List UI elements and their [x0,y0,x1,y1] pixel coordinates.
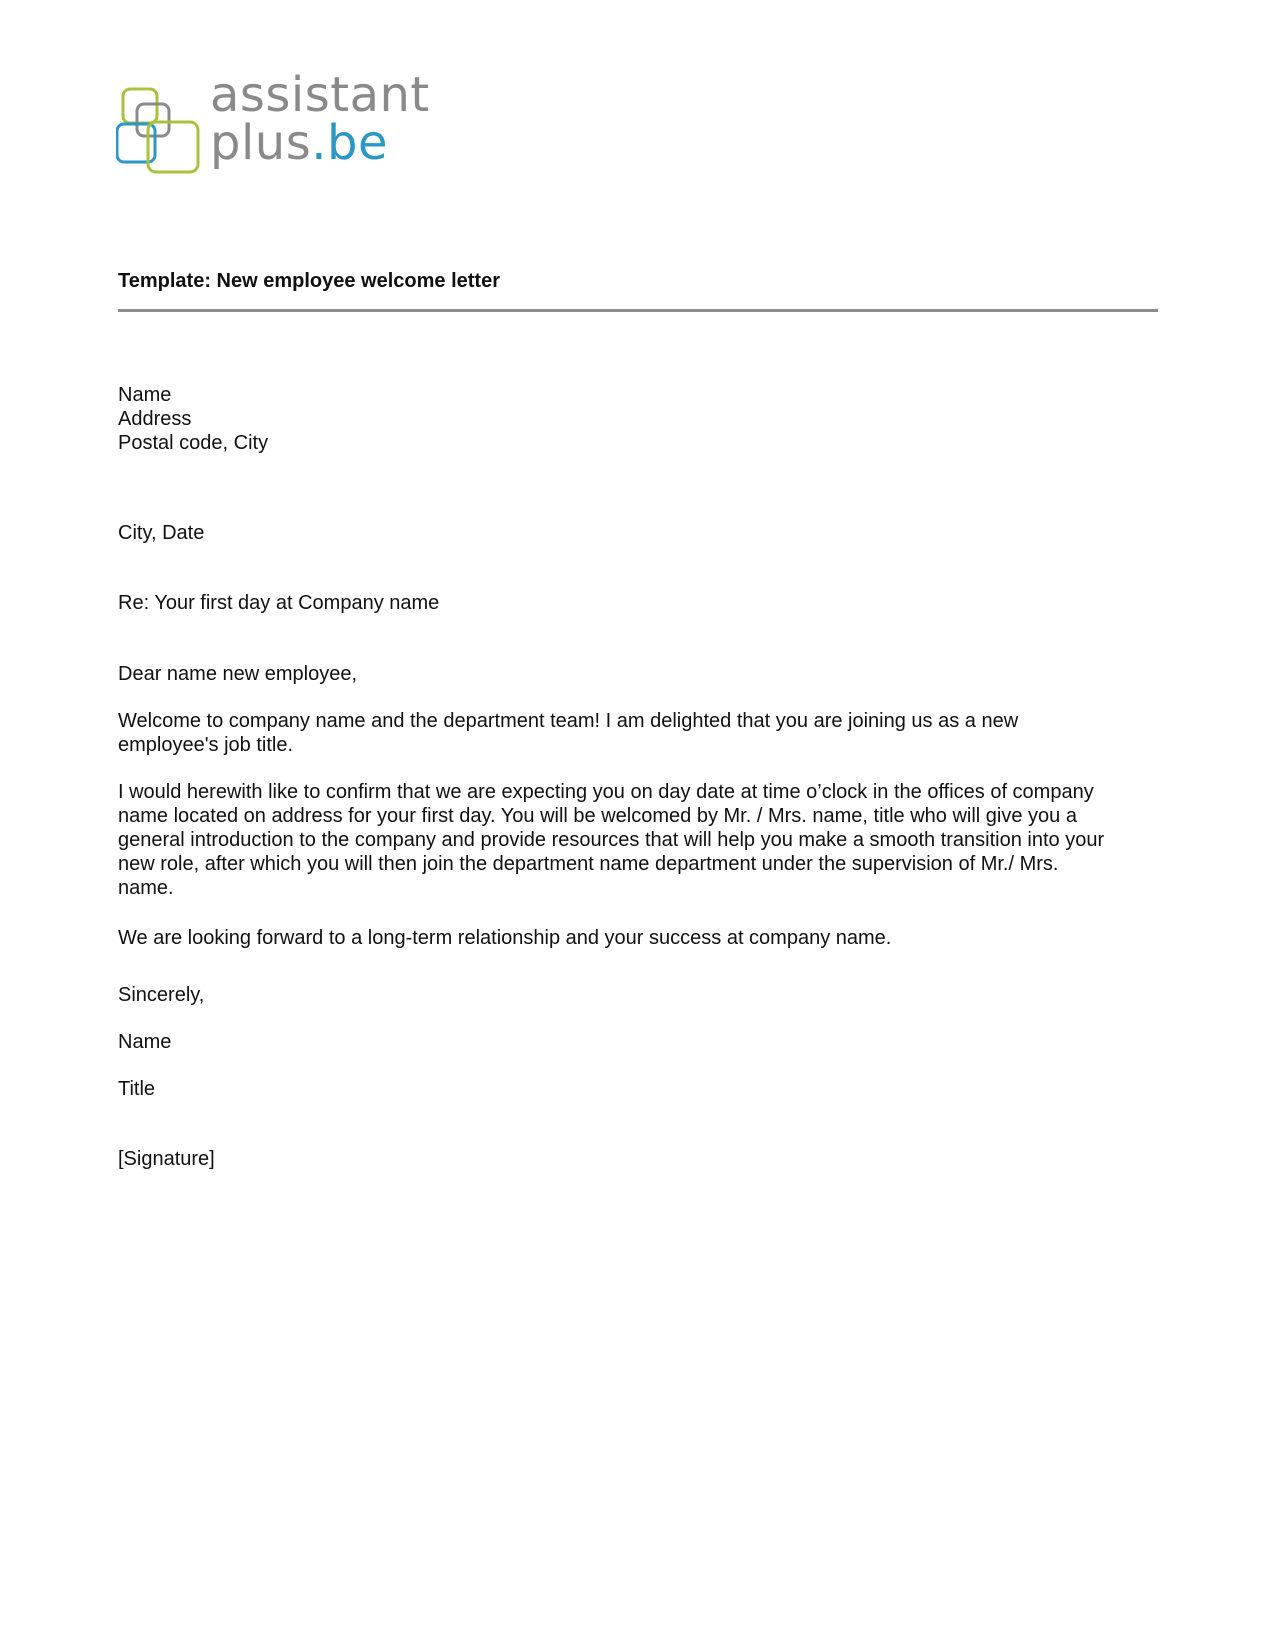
paragraph-line: new role, after which you will then join the department name department under the supervision of Mr./ Mrs. [118,853,1059,875]
paragraph-closing: We are looking forward to a long-term relationship and your success at company name. [118,927,892,949]
paragraph-line: name located on address for your first day. You will be welcomed by Mr. / Mrs. name, title who will give you a [118,805,1077,827]
place-date: City, Date [118,522,205,544]
recipient-postal-city: Postal code, City [118,432,269,454]
signature-placeholder: [Signature] [118,1148,215,1170]
logo-squares-icon [116,86,202,178]
logo-wordmark [210,67,430,171]
company-logo [116,67,430,180]
subject-line: Re: Your first day at Company name [118,592,440,614]
closing: Sincerely, [118,984,205,1006]
title-divider [118,309,1158,312]
recipient-name: Name [118,384,172,406]
recipient-block [118,383,268,455]
document-title: Template: New employee welcome letter [118,270,500,292]
sender-title: Title [118,1078,156,1100]
paragraph-welcome [118,709,1163,757]
logo-line-1: assistant [210,67,430,123]
paragraph-line: Welcome to company name and the department team! I am delighted that you are joining us as a new [118,710,1019,732]
paragraph-line: general introduction to the company and provide resources that will help you make a smooth transition into your [118,829,1105,851]
paragraph-line: I would herewith like to confirm that we are expecting you on day date at time o’clock in the offices of company [118,781,1094,803]
recipient-address: Address [118,408,192,430]
logo-line-2-main: plus [210,115,312,171]
logo-line-2 [210,115,430,171]
paragraph-first-day [118,780,1163,900]
sender-name: Name [118,1031,172,1053]
salutation: Dear name new employee, [118,663,358,685]
logo-domain-suffix: .be [311,115,388,171]
paragraph-line: employee's job title. [118,734,294,756]
paragraph-line: name. [118,877,174,899]
